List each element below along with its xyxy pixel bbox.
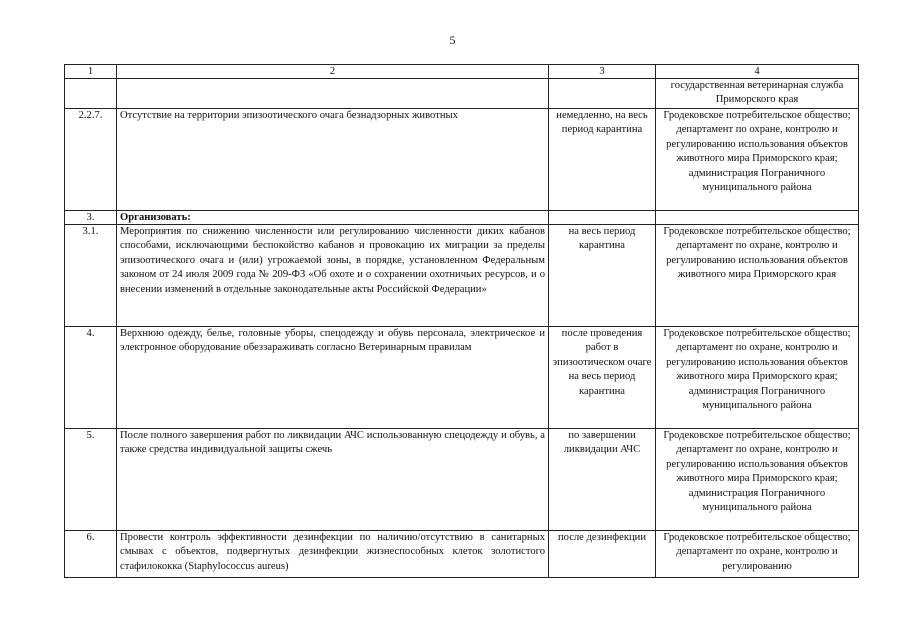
table-row-continuation: [65, 79, 859, 109]
cell-term: [549, 211, 656, 225]
column-header-term: 3: [549, 65, 656, 79]
cell-action: После полного завершения работ по ликвидации АЧС использованную спецодежду и обувь, а также средства индивидуальной защиты сжечь: [117, 429, 549, 531]
page-number: 5: [449, 33, 456, 47]
table-row: [65, 225, 859, 327]
cell-num: 3.1.: [65, 225, 117, 327]
cell-num: 5.: [65, 429, 117, 531]
cell-num: 2.2.7.: [65, 109, 117, 211]
table-row: [65, 429, 859, 531]
cell-term: [549, 79, 656, 109]
cell-term: после проведения работ в эпизоотическом очаге на весь период карантина: [549, 327, 656, 429]
cell-num: [65, 79, 117, 109]
cell-num: 3.: [65, 211, 117, 225]
cell-responsible: Гродековское потребительское общество; департамент по охране, контролю и регулированию использования объектов животного мира Приморского края; администрация Пограничного муниципального района: [656, 327, 859, 429]
cell-term: после дезинфекции: [549, 531, 656, 578]
cell-action: Провести контроль эффективности дезинфекции по наличию/отсутствию в санитарных смывах с объектов, подвергнутых дезинфекции жизнеспособных клеток золотистого стафилококка (Staphylococcus aureus): [117, 531, 549, 578]
table-row: [65, 211, 859, 225]
column-header-action: 2: [117, 65, 549, 79]
cell-num: 6.: [65, 531, 117, 578]
cell-num: 4.: [65, 327, 117, 429]
cell-term: по завершении ликвидации АЧС: [549, 429, 656, 531]
cell-responsible: Гродековское потребительское общество; департамент по охране, контролю и регулированию использования объектов животного мира Приморского края: [656, 225, 859, 327]
cell-responsible: [656, 211, 859, 225]
column-header-responsible: 4: [656, 65, 859, 79]
cell-responsible: Гродековское потребительское общество; департамент по охране, контролю и регулированию: [656, 531, 859, 578]
cell-responsible: Гродековское потребительское общество; департамент по охране, контролю и регулированию использования объектов животного мира Приморского края; администрация Пограничного муниципального района: [656, 109, 859, 211]
cell-action: Мероприятия по снижению численности или регулированию численности диких кабанов способами, исключающими беспокойство кабанов и провокацию их миграции за пределы эпизоотического очага и (или) угрожаемой зоны, в порядке, установленном Федеральным законом от 24 июля 2009 года № 209-ФЗ «Об охоте и о сохранении охотничьих ресурсов, и о внесении изменений в отдельные законодательные акты Российской Федерации»: [117, 225, 549, 327]
column-header-num: 1: [65, 65, 117, 79]
cell-action: Организовать:: [117, 211, 549, 225]
table-row: [65, 531, 859, 578]
cell-action: [117, 79, 549, 109]
table-row: [65, 327, 859, 429]
cell-action: Отсутствие на территории эпизоотического очага безнадзорных животных: [117, 109, 549, 211]
table-row: [65, 109, 859, 211]
table-header-row: [65, 65, 859, 79]
cell-responsible: Гродековское потребительское общество; департамент по охране, контролю и регулированию использования объектов животного мира Приморского края; администрация Пограничного муниципального района: [656, 429, 859, 531]
cell-responsible: государственная ветеринарная служба Приморского края: [656, 79, 859, 109]
cell-term: на весь период карантина: [549, 225, 656, 327]
cell-action: Верхнюю одежду, белье, головные уборы, спецодежду и обувь персонала, электрическое и электронное оборудование обеззараживать согласно Ветеринарным правилам: [117, 327, 549, 429]
cell-term: немедленно, на весь период карантина: [549, 109, 656, 211]
measures-table: [64, 64, 859, 578]
